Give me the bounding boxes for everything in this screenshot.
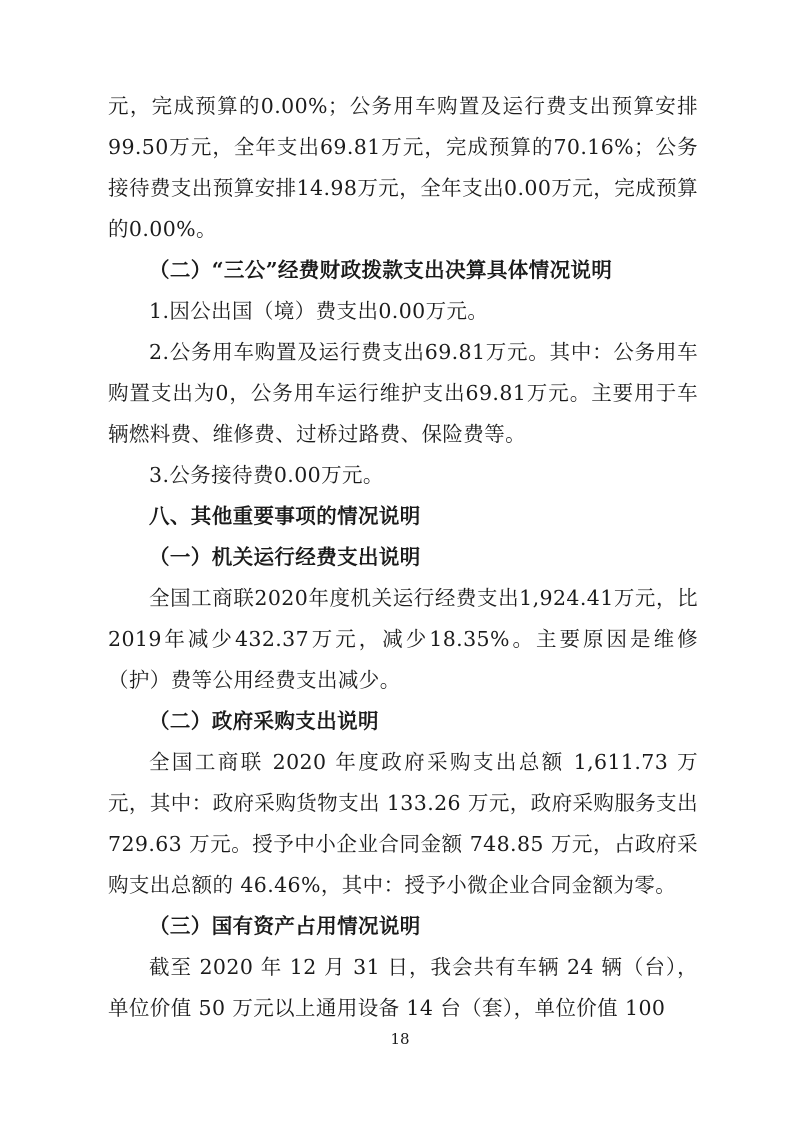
heading-section-eight: 八、其他重要事项的情况说明 — [149, 504, 421, 528]
paragraph-official-vehicle: 2.公务用车购置及运行费支出69.81万元。其中：公务用车购置支出为0，公务用车运行维护支出69.81万元。主要用于车辆燃料费、维修费、过桥过路费、保险费等。 — [108, 340, 698, 446]
page-body — [108, 86, 698, 1029]
heading-operating-expenses: （一）机关运行经费支出说明 — [149, 545, 421, 569]
paragraph-three-public-budget: 元，完成预算的0.00%；公务用车购置及运行费支出预算安排99.50万元，全年支出69.81万元，完成预算的70.16%；公务接待费支出预算安排14.98万元，全年支出0.00万元，完成预算的0.00%。 — [108, 94, 698, 241]
paragraph-state-assets: 截至 2020 年 12 月 31 日，我会共有车辆 24 辆（台），单位价值 50 万元以上通用设备 14 台（套），单位价值 100 — [108, 955, 698, 1020]
paragraph-government-procurement: 全国工商联 2020 年度政府采购支出总额 1,611.73 万元，其中：政府采购货物支出 133.26 万元，政府采购服务支出 729.63 万元。授予中小企业合同金额 748.85 万元，占政府采购支出总额的 46.46%，其中：授予小微企业合同金额为零。 — [108, 750, 698, 897]
page-number: 18 — [390, 1030, 410, 1048]
heading-state-assets: （三）国有资产占用情况说明 — [149, 914, 421, 938]
paragraph-overseas-travel: 1.因公出国（境）费支出0.00万元。 — [149, 299, 489, 323]
paragraph-operating-expenses: 全国工商联2020年度机关运行经费支出1,924.41万元，比2019年减少432.37万元，减少18.35%。主要原因是维修（护）费等公用经费支出减少。 — [108, 586, 698, 692]
heading-government-procurement: （二）政府采购支出说明 — [149, 709, 379, 733]
paragraph-official-reception: 3.公务接待费0.00万元。 — [149, 463, 384, 487]
heading-three-public-detail: （二）“三公”经费财政拨款支出决算具体情况说明 — [149, 258, 613, 282]
